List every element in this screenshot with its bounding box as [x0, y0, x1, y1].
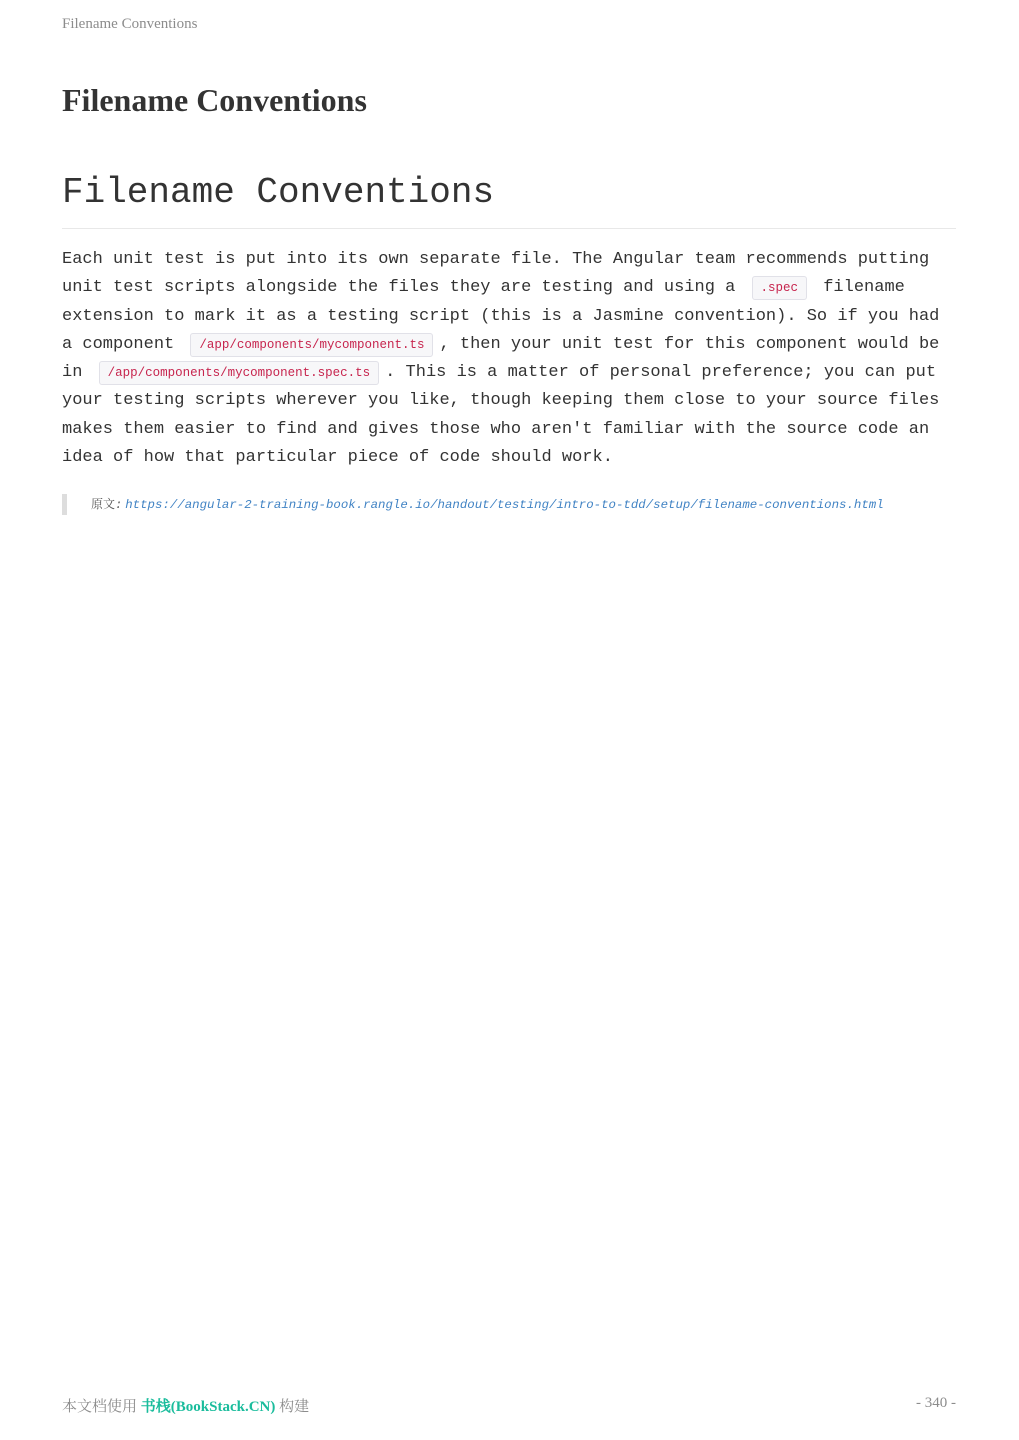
source-link[interactable]: https://angular-2-training-book.rangle.io/handout/testing/intro-to-tdd/setup/filename-conventions.html — [125, 498, 884, 512]
source-colon: : — [115, 498, 123, 512]
source-label: 原文 — [91, 497, 116, 511]
spec-extension-code: .spec — [752, 276, 808, 300]
running-header: Filename Conventions — [62, 16, 198, 32]
body-paragraph — [62, 246, 956, 472]
bookstack-link[interactable]: 书栈(BookStack.CN) — [140, 1399, 276, 1415]
paragraph-text-4: . This is a matter of personal preference; you can put your testing scripts wherever you like, though keeping them close to your source files makes them easier to find and gives those who aren't familiar with the source code an idea of how that particular piece of code should work. — [62, 363, 940, 468]
paragraph-text-3: , then your unit test for this component would be in — [62, 334, 940, 383]
footer-suffix: 构建 — [279, 1399, 310, 1415]
page-number: - 340 - — [916, 1395, 956, 1411]
paragraph-text-1: Each unit test is put into its own separate file. The Angular team recommends putting unit test scripts alongside the files they are testing and using a — [62, 250, 930, 298]
footer-credit — [62, 1395, 309, 1416]
chapter-title: Filename Conventions — [62, 82, 367, 118]
section-title: Filename Conventions — [62, 170, 956, 229]
paragraph-text-2: filename extension to mark it as a testing script (this is a Jasmine convention). So if you had a component — [62, 278, 940, 354]
spec-path-code: /app/components/mycomponent.spec.ts — [99, 361, 380, 385]
component-path-code: /app/components/mycomponent.ts — [190, 333, 433, 357]
footer-prefix: 本文档使用 — [62, 1399, 138, 1415]
source-blockquote — [62, 494, 884, 515]
